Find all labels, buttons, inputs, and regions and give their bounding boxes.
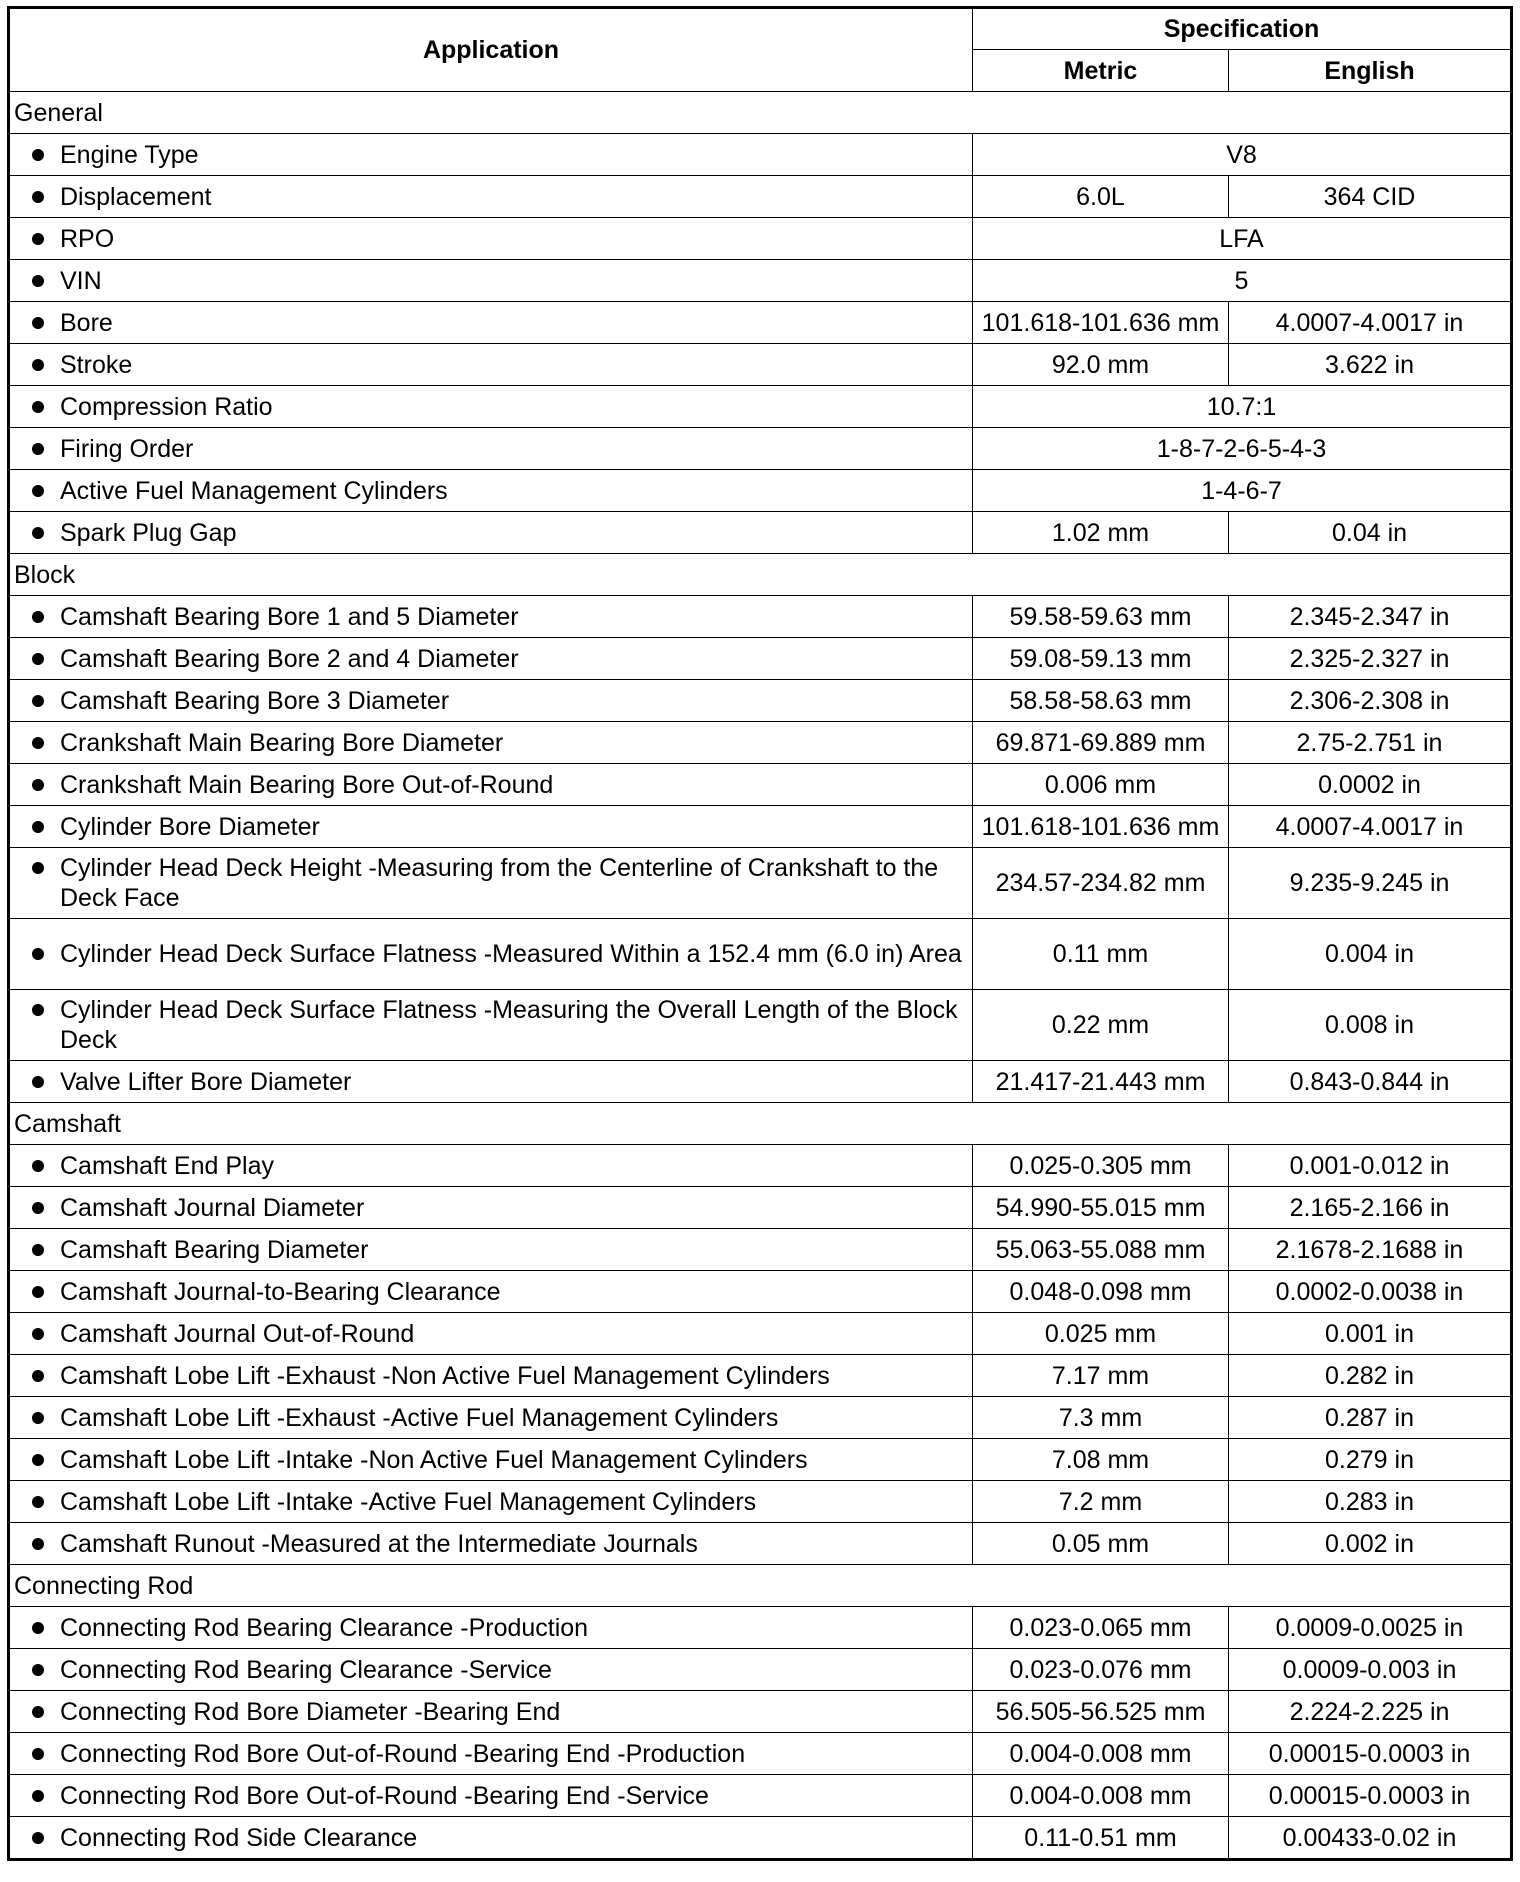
section-title: General <box>9 92 1512 134</box>
combined-value: 5 <box>973 260 1512 302</box>
bullet-icon <box>32 1496 44 1508</box>
application-label: Camshaft Lobe Lift -Exhaust -Active Fuel Management Cylinders <box>60 1403 779 1432</box>
metric-value: 6.0L <box>973 176 1229 218</box>
application-label: Camshaft Journal-to-Bearing Clearance <box>60 1277 501 1306</box>
application-cell <box>9 1649 973 1691</box>
application-label: RPO <box>60 224 115 253</box>
metric-value: 54.990-55.015 mm <box>973 1187 1229 1229</box>
application-label: Camshaft Bearing Bore 1 and 5 Diameter <box>60 602 519 631</box>
application-label: Cylinder Head Deck Surface Flatness -Measuring the Overall Length of the Block Deck <box>60 996 958 1054</box>
combined-value: 1-4-6-7 <box>973 470 1512 512</box>
table-row <box>9 1229 1512 1271</box>
application-cell <box>9 1229 973 1271</box>
table-row <box>9 596 1512 638</box>
section-title: Block <box>9 554 1512 596</box>
application-label: Crankshaft Main Bearing Bore Diameter <box>60 728 504 757</box>
application-cell <box>9 848 973 919</box>
table-row <box>9 218 1512 260</box>
metric-value: 0.004-0.008 mm <box>973 1733 1229 1775</box>
application-label: Connecting Rod Bore Diameter -Bearing End <box>60 1697 561 1726</box>
bullet-icon <box>32 191 44 203</box>
application-cell <box>9 1271 973 1313</box>
application-cell <box>9 680 973 722</box>
metric-value: 1.02 mm <box>973 512 1229 554</box>
application-cell <box>9 764 973 806</box>
application-label: VIN <box>60 266 102 295</box>
metric-value: 0.22 mm <box>973 990 1229 1061</box>
application-label: Valve Lifter Bore Diameter <box>60 1067 352 1096</box>
specification-table <box>7 6 1513 1861</box>
application-cell <box>9 1355 973 1397</box>
metric-value: 56.505-56.525 mm <box>973 1691 1229 1733</box>
metric-value: 0.025 mm <box>973 1313 1229 1355</box>
metric-value: 0.11-0.51 mm <box>973 1817 1229 1860</box>
section-row <box>9 92 1512 134</box>
table-body <box>9 92 1512 1860</box>
table-row <box>9 134 1512 176</box>
application-header: Application <box>9 8 973 92</box>
application-label: Compression Ratio <box>60 392 273 421</box>
table-row <box>9 848 1512 919</box>
table-row <box>9 638 1512 680</box>
bullet-icon <box>32 1748 44 1760</box>
bullet-icon <box>32 1202 44 1214</box>
table-row <box>9 428 1512 470</box>
bullet-icon <box>32 527 44 539</box>
application-label: Firing Order <box>60 434 194 463</box>
english-header: English <box>1229 50 1512 92</box>
bullet-icon <box>32 737 44 749</box>
english-value: 0.008 in <box>1229 990 1512 1061</box>
application-cell <box>9 1733 973 1775</box>
english-value: 364 CID <box>1229 176 1512 218</box>
bullet-icon <box>32 1244 44 1256</box>
application-label: Active Fuel Management Cylinders <box>60 476 448 505</box>
application-label: Connecting Rod Bearing Clearance -Production <box>60 1613 589 1642</box>
table-header <box>9 8 1512 92</box>
application-cell <box>9 919 973 990</box>
english-value: 0.04 in <box>1229 512 1512 554</box>
application-label: Cylinder Head Deck Surface Flatness -Measured Within a 152.4 mm (6.0 in) Area <box>60 940 962 968</box>
bullet-icon <box>32 1790 44 1802</box>
english-value: 0.279 in <box>1229 1439 1512 1481</box>
bullet-icon <box>32 1370 44 1382</box>
specification-header: Specification <box>973 8 1512 50</box>
application-label: Camshaft End Play <box>60 1151 274 1180</box>
bullet-icon <box>32 862 44 874</box>
metric-header: Metric <box>973 50 1229 92</box>
metric-value: 0.025-0.305 mm <box>973 1145 1229 1187</box>
english-value: 2.325-2.327 in <box>1229 638 1512 680</box>
table-row <box>9 764 1512 806</box>
english-value: 2.224-2.225 in <box>1229 1691 1512 1733</box>
application-cell <box>9 1481 973 1523</box>
bullet-icon <box>32 1160 44 1172</box>
application-cell <box>9 1607 973 1649</box>
application-cell <box>9 260 973 302</box>
section-row <box>9 554 1512 596</box>
english-value: 0.0002-0.0038 in <box>1229 1271 1512 1313</box>
bullet-icon <box>32 443 44 455</box>
bullet-icon <box>32 1454 44 1466</box>
application-label: Stroke <box>60 350 133 379</box>
bullet-icon <box>32 1076 44 1088</box>
metric-value: 0.004-0.008 mm <box>973 1775 1229 1817</box>
english-value: 2.1678-2.1688 in <box>1229 1229 1512 1271</box>
metric-value: 58.58-58.63 mm <box>973 680 1229 722</box>
table-row <box>9 1187 1512 1229</box>
english-value: 2.165-2.166 in <box>1229 1187 1512 1229</box>
bullet-icon <box>32 1622 44 1634</box>
bullet-icon <box>32 1538 44 1550</box>
application-cell <box>9 1775 973 1817</box>
metric-value: 101.618-101.636 mm <box>973 302 1229 344</box>
english-value: 0.001-0.012 in <box>1229 1145 1512 1187</box>
application-cell <box>9 638 973 680</box>
application-label: Engine Type <box>60 140 199 169</box>
application-label: Camshaft Runout -Measured at the Intermediate Journals <box>60 1529 698 1558</box>
metric-value: 234.57-234.82 mm <box>973 848 1229 919</box>
combined-value: 1-8-7-2-6-5-4-3 <box>973 428 1512 470</box>
application-label: Connecting Rod Bore Out-of-Round -Bearing End -Production <box>60 1739 746 1768</box>
table-row <box>9 260 1512 302</box>
application-label: Connecting Rod Side Clearance <box>60 1823 418 1852</box>
english-value: 0.002 in <box>1229 1523 1512 1565</box>
application-cell <box>9 176 973 218</box>
bullet-icon <box>32 779 44 791</box>
metric-value: 0.023-0.065 mm <box>973 1607 1229 1649</box>
metric-value: 7.08 mm <box>973 1439 1229 1481</box>
table-row <box>9 1775 1512 1817</box>
section-title: Connecting Rod <box>9 1565 1512 1607</box>
application-cell <box>9 806 973 848</box>
application-label: Connecting Rod Bearing Clearance -Service <box>60 1655 552 1684</box>
table-row <box>9 344 1512 386</box>
english-value: 0.0002 in <box>1229 764 1512 806</box>
application-cell <box>9 990 973 1061</box>
application-cell <box>9 1313 973 1355</box>
english-value: 2.345-2.347 in <box>1229 596 1512 638</box>
table-row <box>9 1691 1512 1733</box>
combined-value: V8 <box>973 134 1512 176</box>
application-cell <box>9 386 973 428</box>
metric-value: 59.08-59.13 mm <box>973 638 1229 680</box>
table-row <box>9 680 1512 722</box>
bullet-icon <box>32 1286 44 1298</box>
bullet-icon <box>32 695 44 707</box>
table-row <box>9 1439 1512 1481</box>
section-title: Camshaft <box>9 1103 1512 1145</box>
combined-value: 10.7:1 <box>973 386 1512 428</box>
application-cell <box>9 596 973 638</box>
application-label: Bore <box>60 308 113 337</box>
table-row <box>9 1061 1512 1103</box>
table-row <box>9 1607 1512 1649</box>
application-label: Camshaft Bearing Bore 3 Diameter <box>60 686 450 715</box>
english-value: 9.235-9.245 in <box>1229 848 1512 919</box>
bullet-icon <box>32 1412 44 1424</box>
application-label: Camshaft Lobe Lift -Intake -Active Fuel Management Cylinders <box>60 1487 757 1516</box>
application-label: Camshaft Lobe Lift -Exhaust -Non Active Fuel Management Cylinders <box>60 1361 830 1390</box>
table-row <box>9 1481 1512 1523</box>
application-cell <box>9 1439 973 1481</box>
metric-value: 0.05 mm <box>973 1523 1229 1565</box>
english-value: 0.004 in <box>1229 919 1512 990</box>
table-row <box>9 386 1512 428</box>
application-cell <box>9 470 973 512</box>
application-label: Displacement <box>60 182 212 211</box>
metric-value: 55.063-55.088 mm <box>973 1229 1229 1271</box>
application-cell <box>9 428 973 470</box>
bullet-icon <box>32 485 44 497</box>
application-cell <box>9 134 973 176</box>
table-row <box>9 1523 1512 1565</box>
english-value: 0.00433-0.02 in <box>1229 1817 1512 1860</box>
combined-value: LFA <box>973 218 1512 260</box>
bullet-icon <box>32 653 44 665</box>
application-label: Cylinder Bore Diameter <box>60 812 320 841</box>
metric-value: 21.417-21.443 mm <box>973 1061 1229 1103</box>
table-row <box>9 512 1512 554</box>
bullet-icon <box>32 359 44 371</box>
table-row <box>9 1355 1512 1397</box>
metric-value: 0.006 mm <box>973 764 1229 806</box>
table-row <box>9 1817 1512 1860</box>
application-label: Camshaft Bearing Bore 2 and 4 Diameter <box>60 644 519 673</box>
application-label: Camshaft Journal Diameter <box>60 1193 365 1222</box>
application-label: Camshaft Lobe Lift -Intake -Non Active Fuel Management Cylinders <box>60 1445 808 1474</box>
application-cell <box>9 722 973 764</box>
bullet-icon <box>32 233 44 245</box>
application-cell <box>9 302 973 344</box>
metric-value: 0.048-0.098 mm <box>973 1271 1229 1313</box>
english-value: 2.306-2.308 in <box>1229 680 1512 722</box>
application-cell <box>9 1145 973 1187</box>
bullet-icon <box>32 1328 44 1340</box>
english-value: 0.282 in <box>1229 1355 1512 1397</box>
table-row <box>9 302 1512 344</box>
application-label: Crankshaft Main Bearing Bore Out-of-Round <box>60 770 554 799</box>
metric-value: 7.17 mm <box>973 1355 1229 1397</box>
table-row <box>9 919 1512 990</box>
application-label: Connecting Rod Bore Out-of-Round -Bearing End -Service <box>60 1781 709 1810</box>
table-row <box>9 990 1512 1061</box>
application-cell <box>9 1691 973 1733</box>
metric-value: 7.2 mm <box>973 1481 1229 1523</box>
english-value: 0.00015-0.0003 in <box>1229 1733 1512 1775</box>
bullet-icon <box>32 275 44 287</box>
metric-value: 0.11 mm <box>973 919 1229 990</box>
metric-value: 7.3 mm <box>973 1397 1229 1439</box>
table-row <box>9 1271 1512 1313</box>
english-value: 2.75-2.751 in <box>1229 722 1512 764</box>
english-value: 3.622 in <box>1229 344 1512 386</box>
application-label: Camshaft Journal Out-of-Round <box>60 1319 415 1348</box>
bullet-icon <box>32 948 44 960</box>
application-cell <box>9 218 973 260</box>
metric-value: 92.0 mm <box>973 344 1229 386</box>
bullet-icon <box>32 1664 44 1676</box>
english-value: 4.0007-4.0017 in <box>1229 302 1512 344</box>
english-value: 0.283 in <box>1229 1481 1512 1523</box>
section-row <box>9 1103 1512 1145</box>
application-cell <box>9 1817 973 1860</box>
application-cell <box>9 1187 973 1229</box>
bullet-icon <box>32 1832 44 1844</box>
english-value: 4.0007-4.0017 in <box>1229 806 1512 848</box>
table-row <box>9 722 1512 764</box>
application-cell <box>9 344 973 386</box>
application-cell <box>9 1061 973 1103</box>
english-value: 0.00015-0.0003 in <box>1229 1775 1512 1817</box>
english-value: 0.287 in <box>1229 1397 1512 1439</box>
section-row <box>9 1565 1512 1607</box>
english-value: 0.001 in <box>1229 1313 1512 1355</box>
bullet-icon <box>32 611 44 623</box>
bullet-icon <box>32 317 44 329</box>
bullet-icon <box>32 149 44 161</box>
table-row <box>9 1145 1512 1187</box>
table-row <box>9 1733 1512 1775</box>
bullet-icon <box>32 401 44 413</box>
metric-value: 101.618-101.636 mm <box>973 806 1229 848</box>
application-label: Cylinder Head Deck Height -Measuring from the Centerline of Crankshaft to the Deck Face <box>60 854 939 912</box>
metric-value: 69.871-69.889 mm <box>973 722 1229 764</box>
table-row <box>9 176 1512 218</box>
english-value: 0.843-0.844 in <box>1229 1061 1512 1103</box>
table-row <box>9 806 1512 848</box>
metric-value: 0.023-0.076 mm <box>973 1649 1229 1691</box>
bullet-icon <box>32 1706 44 1718</box>
table-row <box>9 470 1512 512</box>
metric-value: 59.58-59.63 mm <box>973 596 1229 638</box>
application-cell <box>9 1523 973 1565</box>
application-label: Spark Plug Gap <box>60 518 237 547</box>
application-label: Camshaft Bearing Diameter <box>60 1235 369 1264</box>
table-row <box>9 1313 1512 1355</box>
application-cell <box>9 512 973 554</box>
bullet-icon <box>32 1004 44 1016</box>
application-cell <box>9 1397 973 1439</box>
bullet-icon <box>32 821 44 833</box>
table-row <box>9 1649 1512 1691</box>
table-row <box>9 1397 1512 1439</box>
english-value: 0.0009-0.003 in <box>1229 1649 1512 1691</box>
english-value: 0.0009-0.0025 in <box>1229 1607 1512 1649</box>
